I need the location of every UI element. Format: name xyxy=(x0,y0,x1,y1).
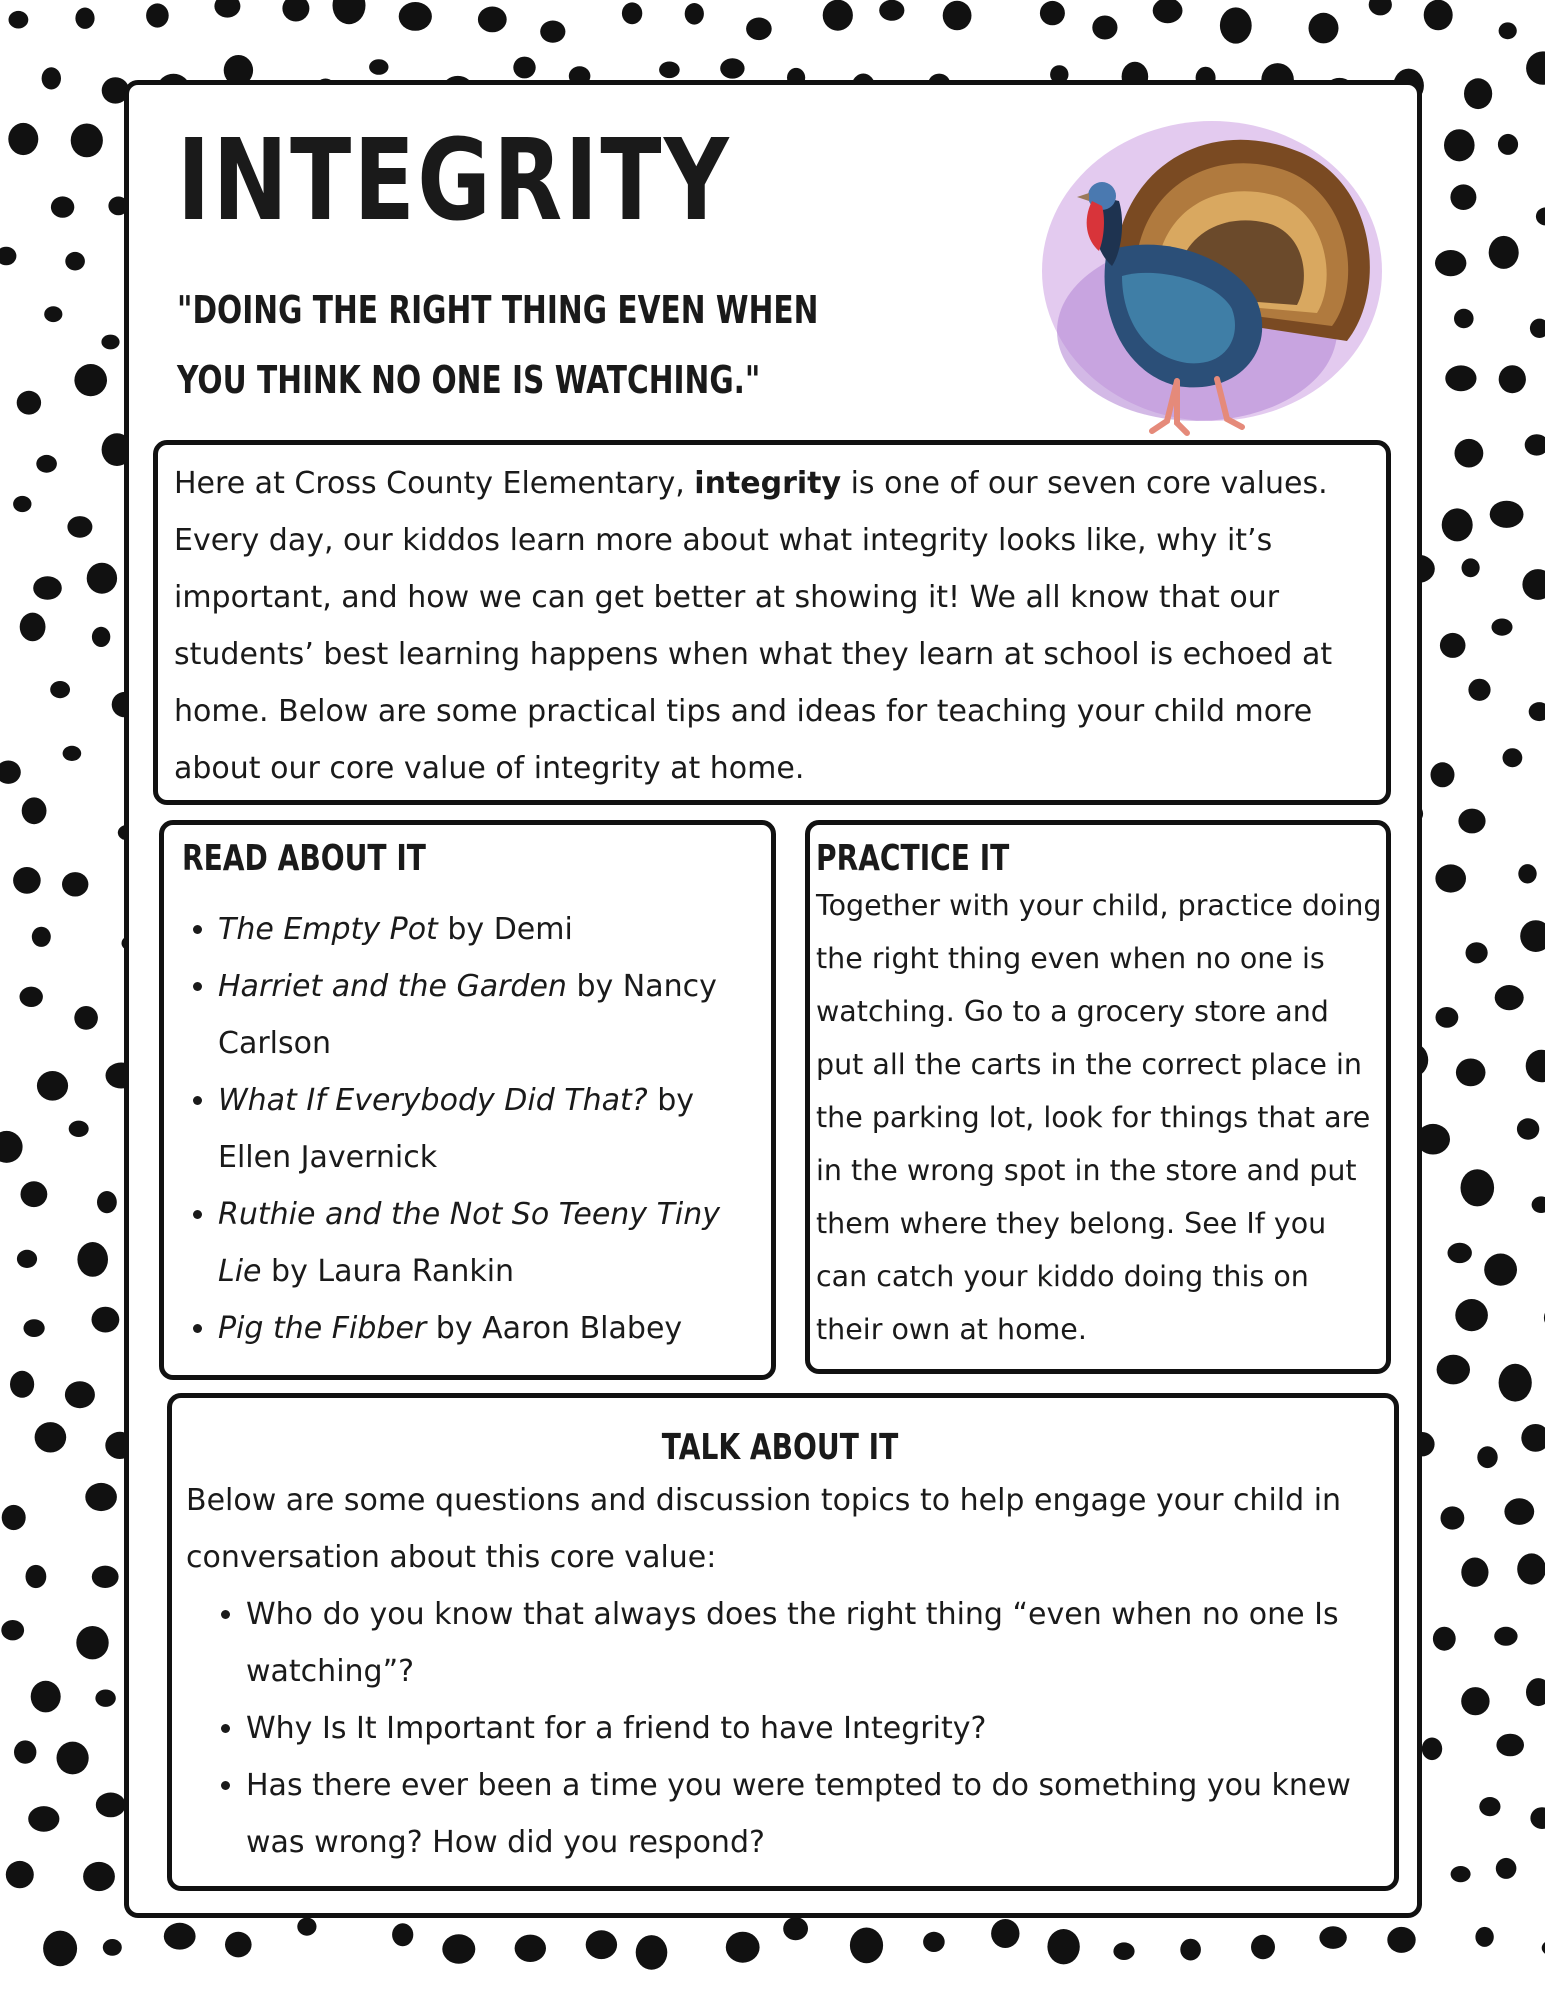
polka-dot xyxy=(297,1918,316,1936)
polka-dot xyxy=(1525,434,1545,455)
polka-dot xyxy=(44,306,62,322)
polka-dot xyxy=(1489,236,1519,269)
polka-dot xyxy=(17,391,41,415)
book-list xyxy=(182,901,761,1357)
practice-heading: PRACTICE IT xyxy=(816,838,1010,879)
page-title: INTEGRITY xyxy=(177,116,732,246)
polka-dot xyxy=(103,1939,122,1956)
polka-dot xyxy=(783,1917,808,1940)
read-heading: READ ABOUT IT xyxy=(182,838,426,879)
polka-dot xyxy=(1454,309,1474,329)
book-title: The Empty Pot xyxy=(218,912,438,947)
polka-dot xyxy=(478,7,507,33)
polka-dot xyxy=(0,247,16,266)
book-author: by Aaron Blabey xyxy=(426,1311,683,1346)
polka-dot xyxy=(20,613,46,642)
polka-dot xyxy=(14,1740,36,1763)
polka-dot xyxy=(1521,1424,1545,1452)
polka-dot xyxy=(1479,1797,1500,1816)
polka-dot xyxy=(1464,78,1492,109)
polka-dot xyxy=(74,364,107,396)
list-item xyxy=(218,1300,761,1357)
polka-dot xyxy=(1499,22,1517,39)
polka-dot xyxy=(62,872,88,896)
polka-dot xyxy=(1526,1678,1545,1706)
polka-dot xyxy=(1387,1927,1415,1953)
polka-dot xyxy=(369,59,388,75)
polka-dot xyxy=(1461,1169,1495,1206)
polka-dot xyxy=(1526,51,1545,84)
polka-dot xyxy=(75,8,94,29)
polka-dot xyxy=(399,2,432,31)
polka-dot xyxy=(0,761,21,784)
polka-dot xyxy=(8,123,38,155)
polka-dot xyxy=(1319,1926,1346,1949)
polka-dot xyxy=(442,1934,475,1964)
polka-dot xyxy=(28,1806,59,1832)
polka-dot xyxy=(1092,16,1117,40)
polka-dot xyxy=(92,1307,120,1333)
polka-dot xyxy=(1461,1687,1489,1715)
list-item: • Why Is It Important for a friend to have Integrity? xyxy=(246,1700,1374,1757)
polka-dot xyxy=(685,3,704,25)
polka-dot xyxy=(85,1483,117,1511)
polka-dot xyxy=(6,1861,34,1888)
list-item xyxy=(218,901,761,958)
polka-dot xyxy=(97,1191,117,1213)
polka-dot xyxy=(1532,1196,1545,1213)
polka-dot xyxy=(1456,1059,1486,1087)
book-author: by Ellen Javernick xyxy=(218,1083,695,1175)
list-item: • Has there ever been a time you were tempted to do something you knew was wrong? How did you respond? xyxy=(246,1757,1374,1871)
polka-dot xyxy=(1530,319,1545,338)
polka-dot xyxy=(214,0,240,18)
polka-dot xyxy=(1462,558,1480,577)
polka-dot xyxy=(1498,134,1518,155)
polka-dot xyxy=(1530,1807,1545,1829)
polka-dot xyxy=(392,1923,413,1946)
polka-dot xyxy=(1309,13,1339,44)
polka-dot xyxy=(1518,864,1536,883)
polka-dot xyxy=(1466,942,1488,963)
polka-dot xyxy=(991,1919,1019,1948)
polka-dot xyxy=(22,797,47,824)
polka-dot xyxy=(1422,1738,1442,1761)
polka-dot xyxy=(21,1181,48,1207)
polka-dot xyxy=(333,0,366,24)
intro-keyword: integrity xyxy=(694,466,842,501)
turkey-icon xyxy=(1027,101,1407,441)
polka-dot xyxy=(67,516,92,538)
book-title: Pig the Fibber xyxy=(218,1311,427,1346)
polka-dot xyxy=(515,1935,546,1962)
polka-dot xyxy=(823,0,853,31)
polka-dot xyxy=(1455,1299,1488,1331)
talk-about-it-box xyxy=(167,1393,1399,1891)
practice-it-box xyxy=(805,820,1391,1374)
list-item xyxy=(218,958,761,1072)
polka-dot xyxy=(9,11,29,29)
polka-dot xyxy=(43,1931,77,1967)
polka-dot xyxy=(1047,1929,1079,1964)
polka-dot xyxy=(746,18,772,41)
intro-text-rest: is one of our seven core values. Every day, our kiddos learn more about what integrity looks like, why it’s important, and how we can get better at showing it! We all know that our students’ best learning happens when what they learn at school is echoed at home. Below are some practical tips and ideas for teaching your child more about our core value of integrity at home. xyxy=(174,466,1333,786)
polka-dot xyxy=(71,123,103,157)
polka-dot xyxy=(1517,1553,1545,1584)
polka-dot xyxy=(1499,365,1526,393)
definition-quote: "DOING THE RIGHT THING EVEN WHEN YOU THINK NO ONE IS WATCHING." xyxy=(177,288,819,402)
polka-dot xyxy=(282,0,309,22)
polka-dot xyxy=(2,1505,26,1530)
polka-dot xyxy=(1437,1355,1470,1385)
intro-text-start: Here at Cross County Elementary, xyxy=(174,466,695,501)
polka-dot xyxy=(96,1793,126,1818)
book-title: What If Everybody Did That? xyxy=(218,1083,648,1118)
polka-dot xyxy=(87,563,117,594)
polka-dot xyxy=(1490,501,1524,528)
polka-dot xyxy=(1,1620,24,1640)
polka-dot xyxy=(1445,365,1476,391)
polka-dot xyxy=(726,1932,760,1963)
polka-dot xyxy=(1433,1627,1456,1651)
polka-dot xyxy=(92,627,110,647)
polka-dot xyxy=(1477,1446,1497,1468)
polka-dot xyxy=(146,3,169,27)
polka-dot xyxy=(1448,1243,1472,1263)
polka-dot xyxy=(10,1371,34,1398)
polka-dot xyxy=(83,1862,115,1891)
polka-dot xyxy=(50,681,70,698)
polka-dot xyxy=(943,1,972,31)
polka-dot xyxy=(1484,1254,1517,1286)
polka-dot xyxy=(76,1626,108,1659)
polka-dot xyxy=(923,1932,945,1952)
polka-dot xyxy=(13,496,31,512)
polka-dot xyxy=(42,67,61,89)
talk-lead: Below are some questions and discussion topics to help engage your child in conversation about this core value: xyxy=(186,1483,1342,1575)
polka-dot xyxy=(540,21,565,43)
polka-dot xyxy=(69,1121,89,1137)
polka-dot xyxy=(1526,1050,1545,1083)
polka-dot xyxy=(63,746,82,761)
polka-dot xyxy=(1220,7,1252,43)
list-item xyxy=(218,1072,761,1186)
polka-dot xyxy=(1436,1007,1459,1028)
polka-dot xyxy=(513,57,535,79)
list-item: • Who do you know that always does the right thing “even when no one Is watching”? xyxy=(246,1586,1374,1700)
polka-dot xyxy=(51,196,74,217)
polka-dot xyxy=(13,867,41,894)
polka-dot xyxy=(1475,1927,1493,1947)
practice-text: Together with your child, practice doing the right thing even when no one is watching. Go to a grocery store and put all the carts in the correct place in the parking lot, look for things that are in the wrong spot in the store and put them where they belong. See If you can catch your kiddo doing this on their own at home. xyxy=(816,889,1382,1346)
polka-dot xyxy=(1153,0,1183,23)
polka-dot xyxy=(850,1928,883,1964)
polka-dot xyxy=(659,62,680,79)
polka-dot xyxy=(95,1690,115,1707)
intro-box xyxy=(153,440,1391,805)
polka-dot xyxy=(1251,1935,1275,1959)
polka-dot xyxy=(1495,985,1524,1010)
book-author: by Laura Rankin xyxy=(261,1254,515,1289)
polka-dot xyxy=(31,1681,61,1713)
polka-dot xyxy=(1522,569,1545,600)
polka-dot xyxy=(1113,1942,1134,1960)
polka-dot xyxy=(57,1742,89,1775)
polka-dot xyxy=(1468,679,1490,701)
polka-dot xyxy=(65,1381,95,1408)
polka-dot xyxy=(1369,0,1392,15)
polka-dot xyxy=(1529,702,1545,721)
read-about-it-box xyxy=(159,820,776,1380)
question-list xyxy=(186,1586,1374,1871)
polka-dot xyxy=(1536,207,1545,225)
flyer-panel xyxy=(124,80,1422,1918)
book-author: by Nancy Carlson xyxy=(218,969,717,1061)
polka-dot xyxy=(1494,1627,1517,1646)
polka-dot xyxy=(1504,1498,1534,1525)
polka-dot xyxy=(20,987,43,1007)
polka-dot xyxy=(720,58,744,78)
polka-dot xyxy=(26,1565,47,1588)
polka-dot xyxy=(1450,184,1476,210)
polka-dot xyxy=(101,335,119,350)
polka-dot xyxy=(1458,809,1485,834)
polka-dot xyxy=(17,1250,37,1268)
polka-dot xyxy=(1444,129,1475,161)
polka-dot xyxy=(879,0,904,21)
book-title: Harriet and the Garden xyxy=(218,969,567,1004)
polka-dot xyxy=(1499,1364,1532,1402)
polka-dot xyxy=(1040,1,1065,25)
polka-dot xyxy=(1455,439,1484,468)
polka-dot xyxy=(1451,1866,1471,1882)
polka-dot xyxy=(36,455,57,473)
talk-heading: TALK ABOUT IT xyxy=(661,1427,899,1468)
polka-dot xyxy=(164,1923,196,1950)
polka-dot xyxy=(1496,1858,1517,1879)
polka-dot xyxy=(35,1422,67,1452)
polka-dot xyxy=(586,1930,617,1959)
polka-dot xyxy=(622,2,642,24)
polka-dot xyxy=(1520,920,1545,952)
polka-dot xyxy=(1496,1734,1524,1757)
polka-dot xyxy=(1503,748,1523,767)
list-item xyxy=(218,1186,761,1300)
intro-text xyxy=(174,455,1372,797)
polka-dot xyxy=(1461,1558,1488,1587)
polka-dot xyxy=(92,1566,119,1588)
polka-dot xyxy=(1440,633,1466,658)
polka-dot xyxy=(636,1935,668,1970)
polka-dot xyxy=(1435,864,1466,892)
polka-dot xyxy=(23,1319,44,1337)
polka-dot xyxy=(0,1131,23,1163)
polka-dot xyxy=(37,1071,68,1101)
polka-dot xyxy=(1442,508,1473,541)
polka-dot xyxy=(1441,1506,1465,1529)
polka-dot xyxy=(1517,1118,1539,1139)
polka-dot xyxy=(225,1932,252,1958)
book-title: Ruthie and the Not So Teeny Tiny Lie xyxy=(218,1197,721,1289)
book-author: by Demi xyxy=(437,912,573,947)
polka-dot xyxy=(1424,0,1453,30)
polka-dot xyxy=(32,927,51,947)
polka-dot xyxy=(1492,619,1513,636)
polka-dot xyxy=(77,1242,108,1277)
polka-dot xyxy=(65,252,85,271)
polka-dot xyxy=(74,1006,98,1030)
polka-dot xyxy=(1180,1939,1201,1961)
polka-dot xyxy=(33,576,62,600)
polka-dot xyxy=(1431,762,1455,787)
polka-dot xyxy=(1435,250,1466,276)
